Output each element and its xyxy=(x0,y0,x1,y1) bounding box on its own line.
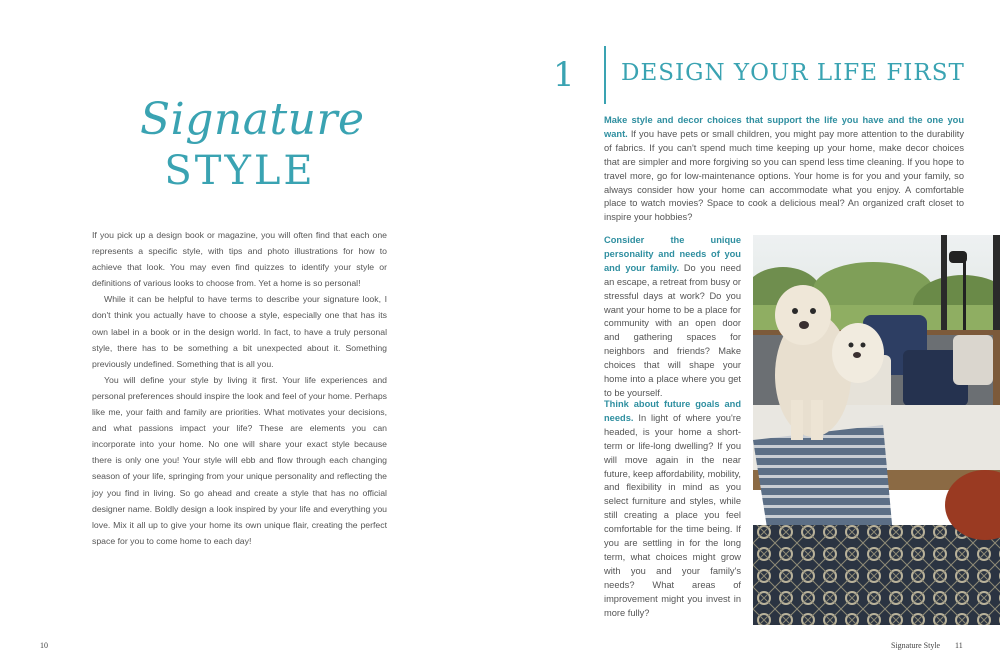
chapter-number: 1 xyxy=(553,55,575,95)
section-title xyxy=(140,94,365,194)
photo-dogs-on-sofa xyxy=(753,235,1000,625)
section-2 xyxy=(604,234,741,401)
section-1-lead: Make style and decor choices that support the life you have and the one you want. xyxy=(604,115,964,139)
paragraph: If you pick up a design book or magazine, you will often find that each one represents a specific style, with tips and photo illustrations for how to achieve that look. You may even find quizzes to identify your style or definitions of various looks to choose from. Yet a home is so personal! xyxy=(92,230,387,289)
section-1-body: If you have pets or small children, you might pay more attention to the durability of fabrics. If you can't spend much time keeping up your home, make decor choices that are simpler and more forgiving so you can spend less time cleaning. If you hope to travel more, go for low-maintenance options. Your home is for you and your family, so always consider how your home can accommodate what you enjoy. A comfortable place to watch movies? Space to cook a delicious meal? An organized craft closet to inspire your hobbies? xyxy=(604,128,964,223)
paragraph: While it can be helpful to have terms to describe your signature look, I don't think you actually have to choose a style, especially one that has its own label in a book or in the design world. In fact, to have a truly personal style, there has to be something a bit unexpected about it. Something previously undefined. Something that is all you. xyxy=(92,294,387,369)
paragraph: You will define your style by living it first. Your life experiences and personal preferences should inspire the look and feel of your home. Perhaps like me, your faith and family are priorities. What motivates your decisions, and what passions impact your life? These are elements you can incorporate into your home. No one will share your exact style because there is only one you! Your style will ebb and flow through each changing season of your life, springing from your unique personality and reflecting the joy you find in living. So go ahead and create a style that has no official designer name. Boldly design a look inspired by your life and everything you love. Mix it all up to give your home its own unique flair, creating the perfect space for you to come home to each day! xyxy=(92,374,387,546)
section-2-lead: Consider the unique personality and needs of you and your family. xyxy=(604,235,741,273)
left-body-text xyxy=(92,227,387,549)
section-2-body: Do you need an escape, a retreat from busy or stressful days at work? Do you want your home to be a place for community with an open door and gathering spaces for neighbors and friends? Make choices that will shape your home into a place where you get to be yourself. xyxy=(604,262,741,398)
section-3-lead: Think about future goals and needs. xyxy=(604,399,741,423)
title-script: Signature xyxy=(140,94,365,145)
right-page xyxy=(500,0,1000,667)
title-caps: STYLE xyxy=(164,148,316,194)
running-head: Signature Style xyxy=(891,641,941,650)
section-1 xyxy=(604,114,964,225)
chapter-title: DESIGN YOUR LIFE FIRST xyxy=(621,60,965,86)
chapter-divider xyxy=(604,46,606,104)
section-3-body: In light of where you're headed, is your home a short-term or life-long dwelling? If you will move again in the near future, keep affordability, mobility, and flexibility in mind as you select furniture and styles, while still creating a place you feel comfortable for the time being. If you are settling in for the long term, what choices might grow with you and your family's needs? What areas of improvement might you invest in more fully? xyxy=(604,412,741,618)
page-number-left: 10 xyxy=(40,641,48,650)
section-3 xyxy=(604,398,741,621)
page-number-right: 11 xyxy=(955,641,963,650)
